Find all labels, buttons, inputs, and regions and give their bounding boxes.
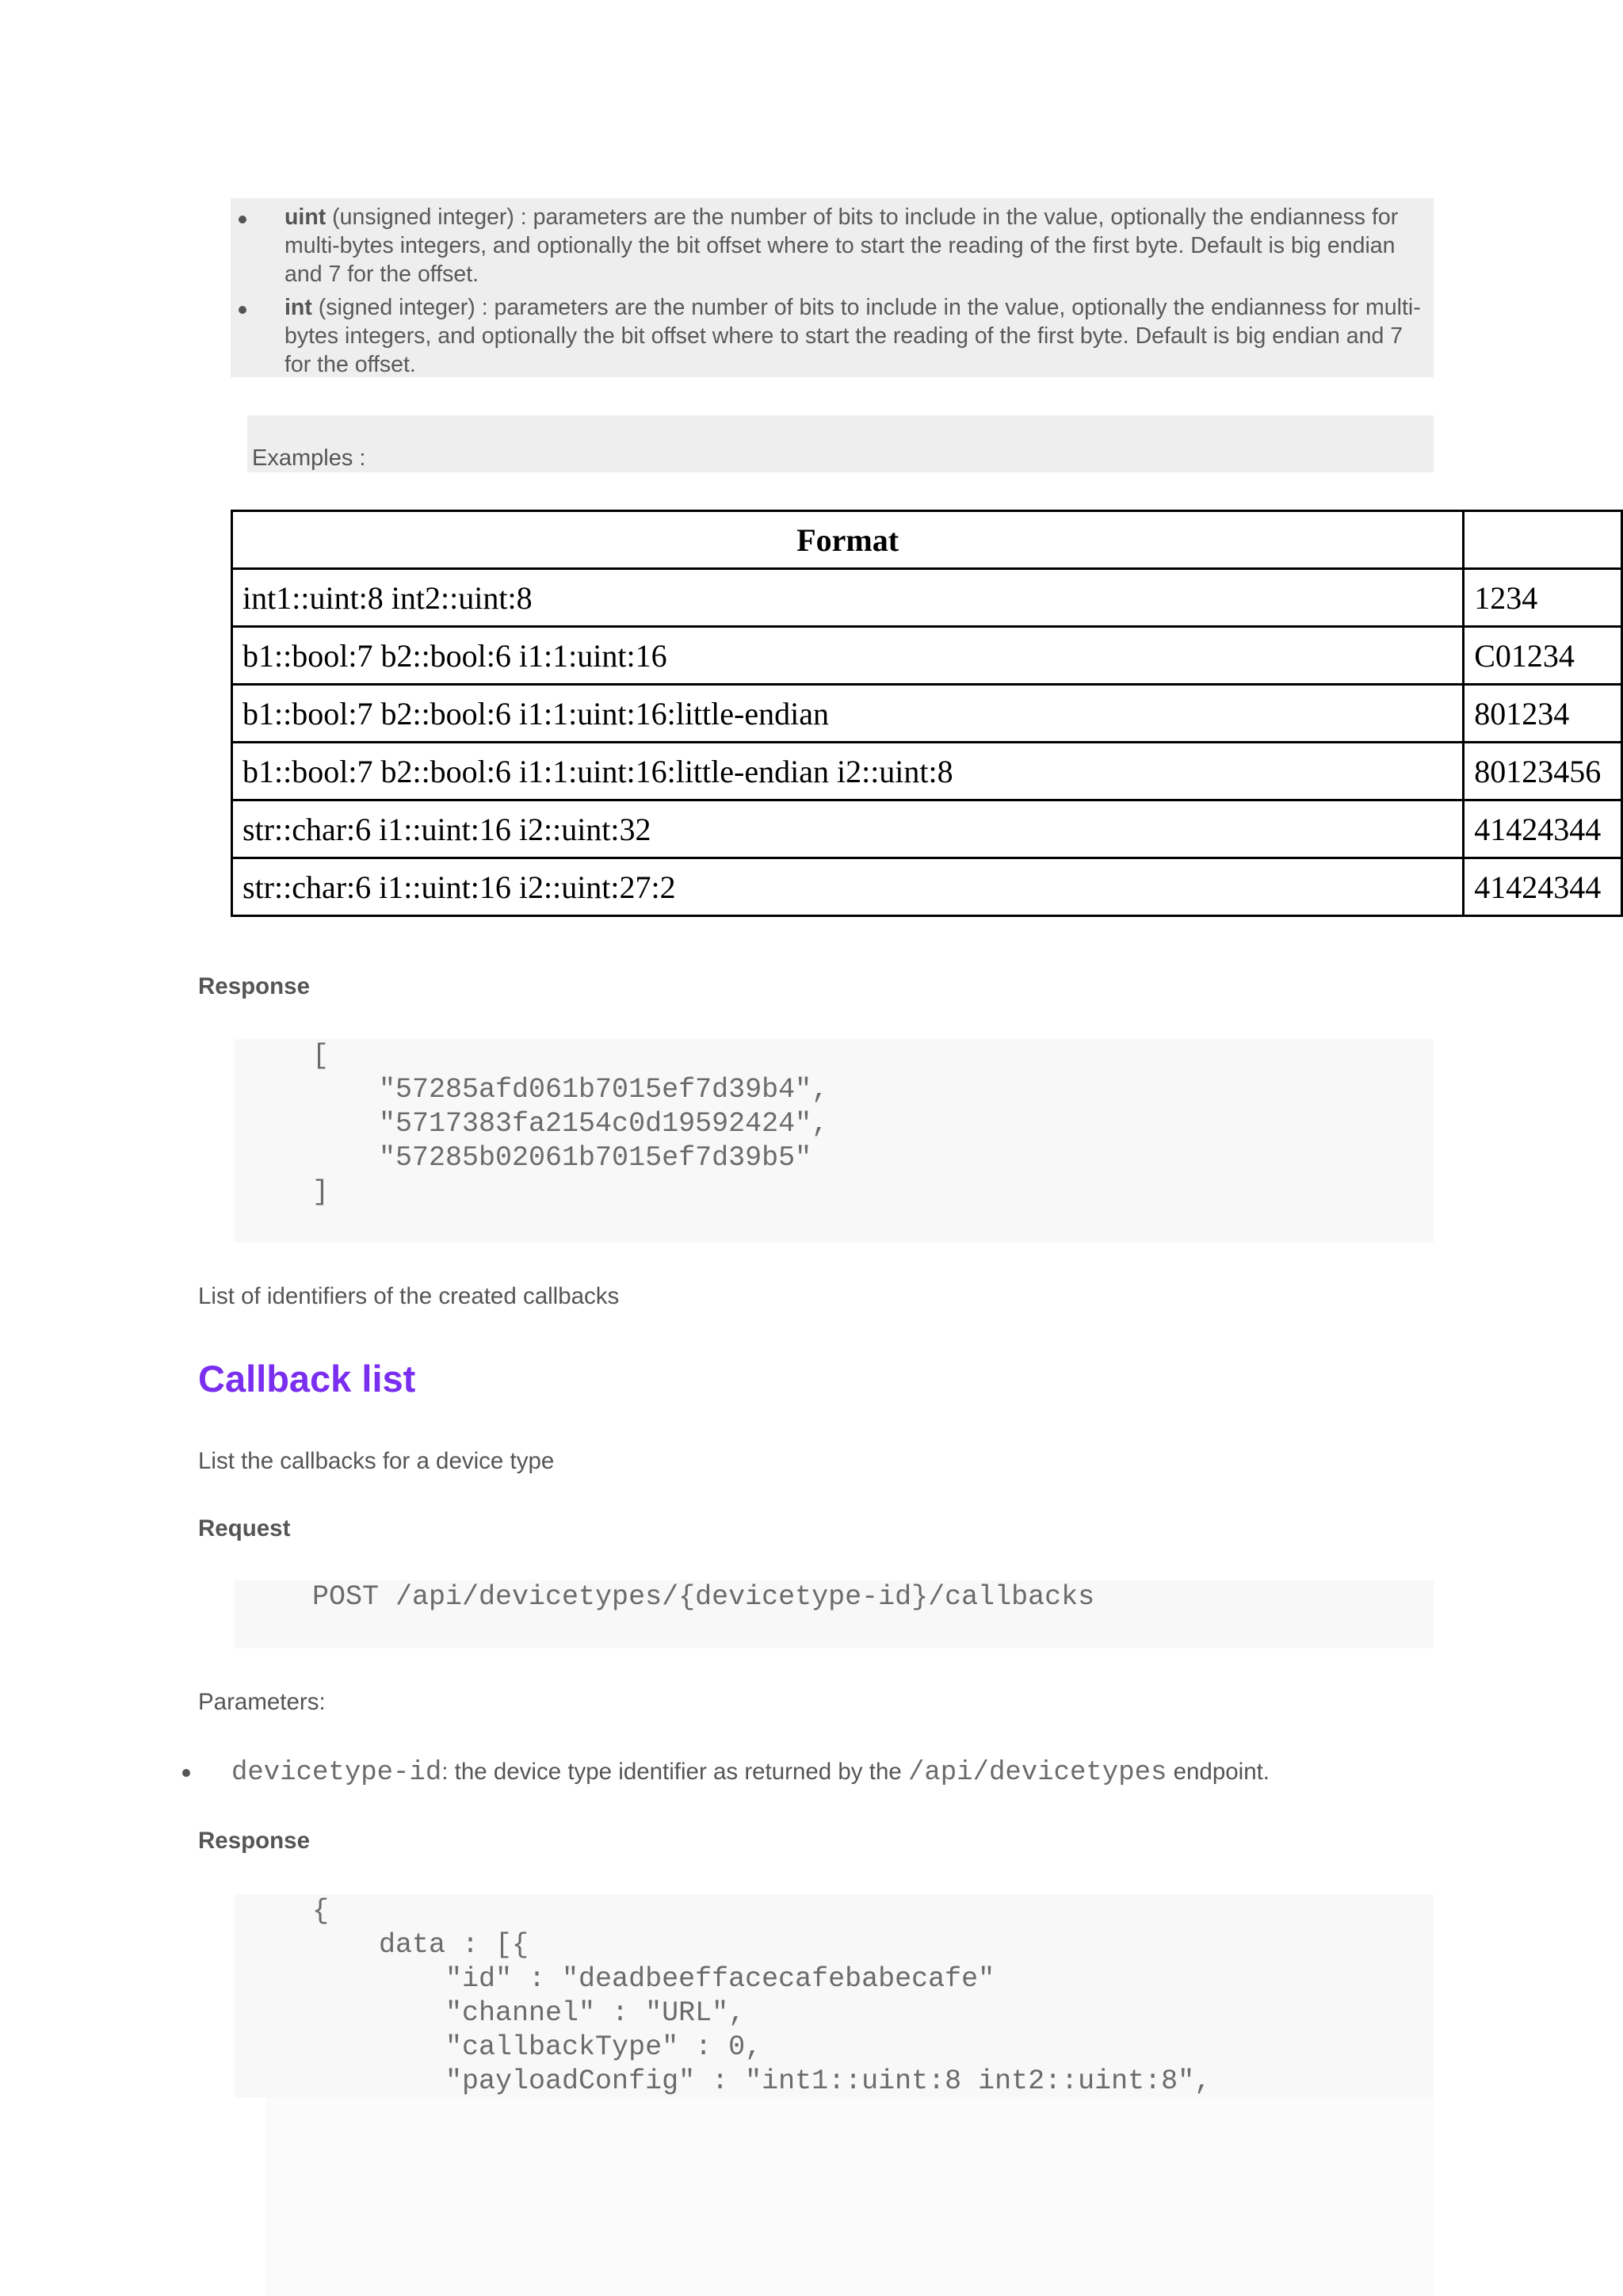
- format-cell: b1::bool:7 b2::bool:6 i1:1:uint:16:little-endian: [232, 685, 1464, 743]
- parameters-heading: Parameters:: [198, 1689, 326, 1715]
- table-row: [232, 569, 1622, 627]
- parameter-text: : the device type identifier as returned by the: [441, 1759, 908, 1785]
- code-continuation: [265, 2098, 1434, 2296]
- format-cell: str::char:6 i1::uint:16 i2::uint:32: [232, 800, 1464, 858]
- bullet-icon: [239, 306, 246, 314]
- response-code: [ "57285afd061b7015ef7d39b4", "5717383fa2154c0d19592424", "57285b02061b7015ef7d39b5" ]: [312, 1040, 829, 1208]
- section-description: List the callbacks for a device type: [198, 1448, 555, 1474]
- term-int: int: [285, 295, 312, 320]
- value-header: [1464, 511, 1622, 569]
- parameter-name: devicetype-id: [231, 1758, 442, 1788]
- type-descriptions-list: [231, 198, 1434, 377]
- term-uint-description: (unsigned integer) : parameters are the number of bits to include in the value, optionally the endianness for multi-bytes integers, and optionally the bit offset where to start the reading of the first byte. Default is big endian and 7 for the offset.: [285, 204, 1399, 287]
- section-title: Callback list: [198, 1358, 416, 1400]
- request-heading: Request: [198, 1515, 291, 1541]
- value-cell: 1234: [1464, 569, 1622, 627]
- value-cell: 80123456: [1464, 743, 1622, 800]
- examples-label: Examples :: [252, 445, 366, 471]
- table-row: [232, 858, 1622, 916]
- table-header-row: [232, 511, 1622, 569]
- response-heading-2: Response: [198, 1828, 310, 1854]
- value-cell: C01234: [1464, 627, 1622, 685]
- value-cell: 41424344: [1464, 800, 1622, 858]
- term-uint: uint: [285, 204, 327, 230]
- parameter-endpoint: /api/devicetypes: [907, 1758, 1167, 1788]
- value-cell: 41424344: [1464, 858, 1622, 916]
- response-description: List of identifiers of the created callbacks: [198, 1283, 620, 1309]
- request-code: POST /api/devicetypes/{devicetype-id}/callbacks: [312, 1581, 1095, 1613]
- format-cell: b1::bool:7 b2::bool:6 i1:1:uint:16:little-endian i2::uint:8: [232, 743, 1464, 800]
- response-code-block: [235, 1039, 1434, 1243]
- request-code-block: [235, 1580, 1434, 1648]
- format-cell: int1::uint:8 int2::uint:8: [232, 569, 1464, 627]
- bullet-icon: [182, 1769, 190, 1777]
- format-examples-table: [231, 510, 1623, 917]
- examples-box: [247, 415, 1434, 472]
- parameter-text-end: endpoint.: [1167, 1759, 1270, 1785]
- term-int-description: (signed integer) : parameters are the number of bits to include in the value, optionally the endianness for multi-bytes integers, and optionally the bit offset where to start the reading of the first byte. Default is big endian and 7 for the offset.: [285, 295, 1421, 377]
- table-row: [232, 743, 1622, 800]
- response-code-block-2: [235, 1894, 1434, 2098]
- table-row: [232, 685, 1622, 743]
- response-heading: Response: [198, 973, 310, 999]
- bullet-icon: [239, 216, 246, 223]
- format-cell: str::char:6 i1::uint:16 i2::uint:27:2: [232, 858, 1464, 916]
- table-row: [232, 800, 1622, 858]
- format-header: Format: [232, 511, 1464, 569]
- value-cell: 801234: [1464, 685, 1622, 743]
- table-row: [232, 627, 1622, 685]
- response-code-2: { data : [{ "id" : "deadbeeffacecafebabecafe" "channel" : "URL", "callbackType" : 0, "payloadConfig" : "int1::uint:8 int2::uint:8",: [312, 1895, 1212, 2097]
- format-cell: b1::bool:7 b2::bool:6 i1:1:uint:16: [232, 627, 1464, 685]
